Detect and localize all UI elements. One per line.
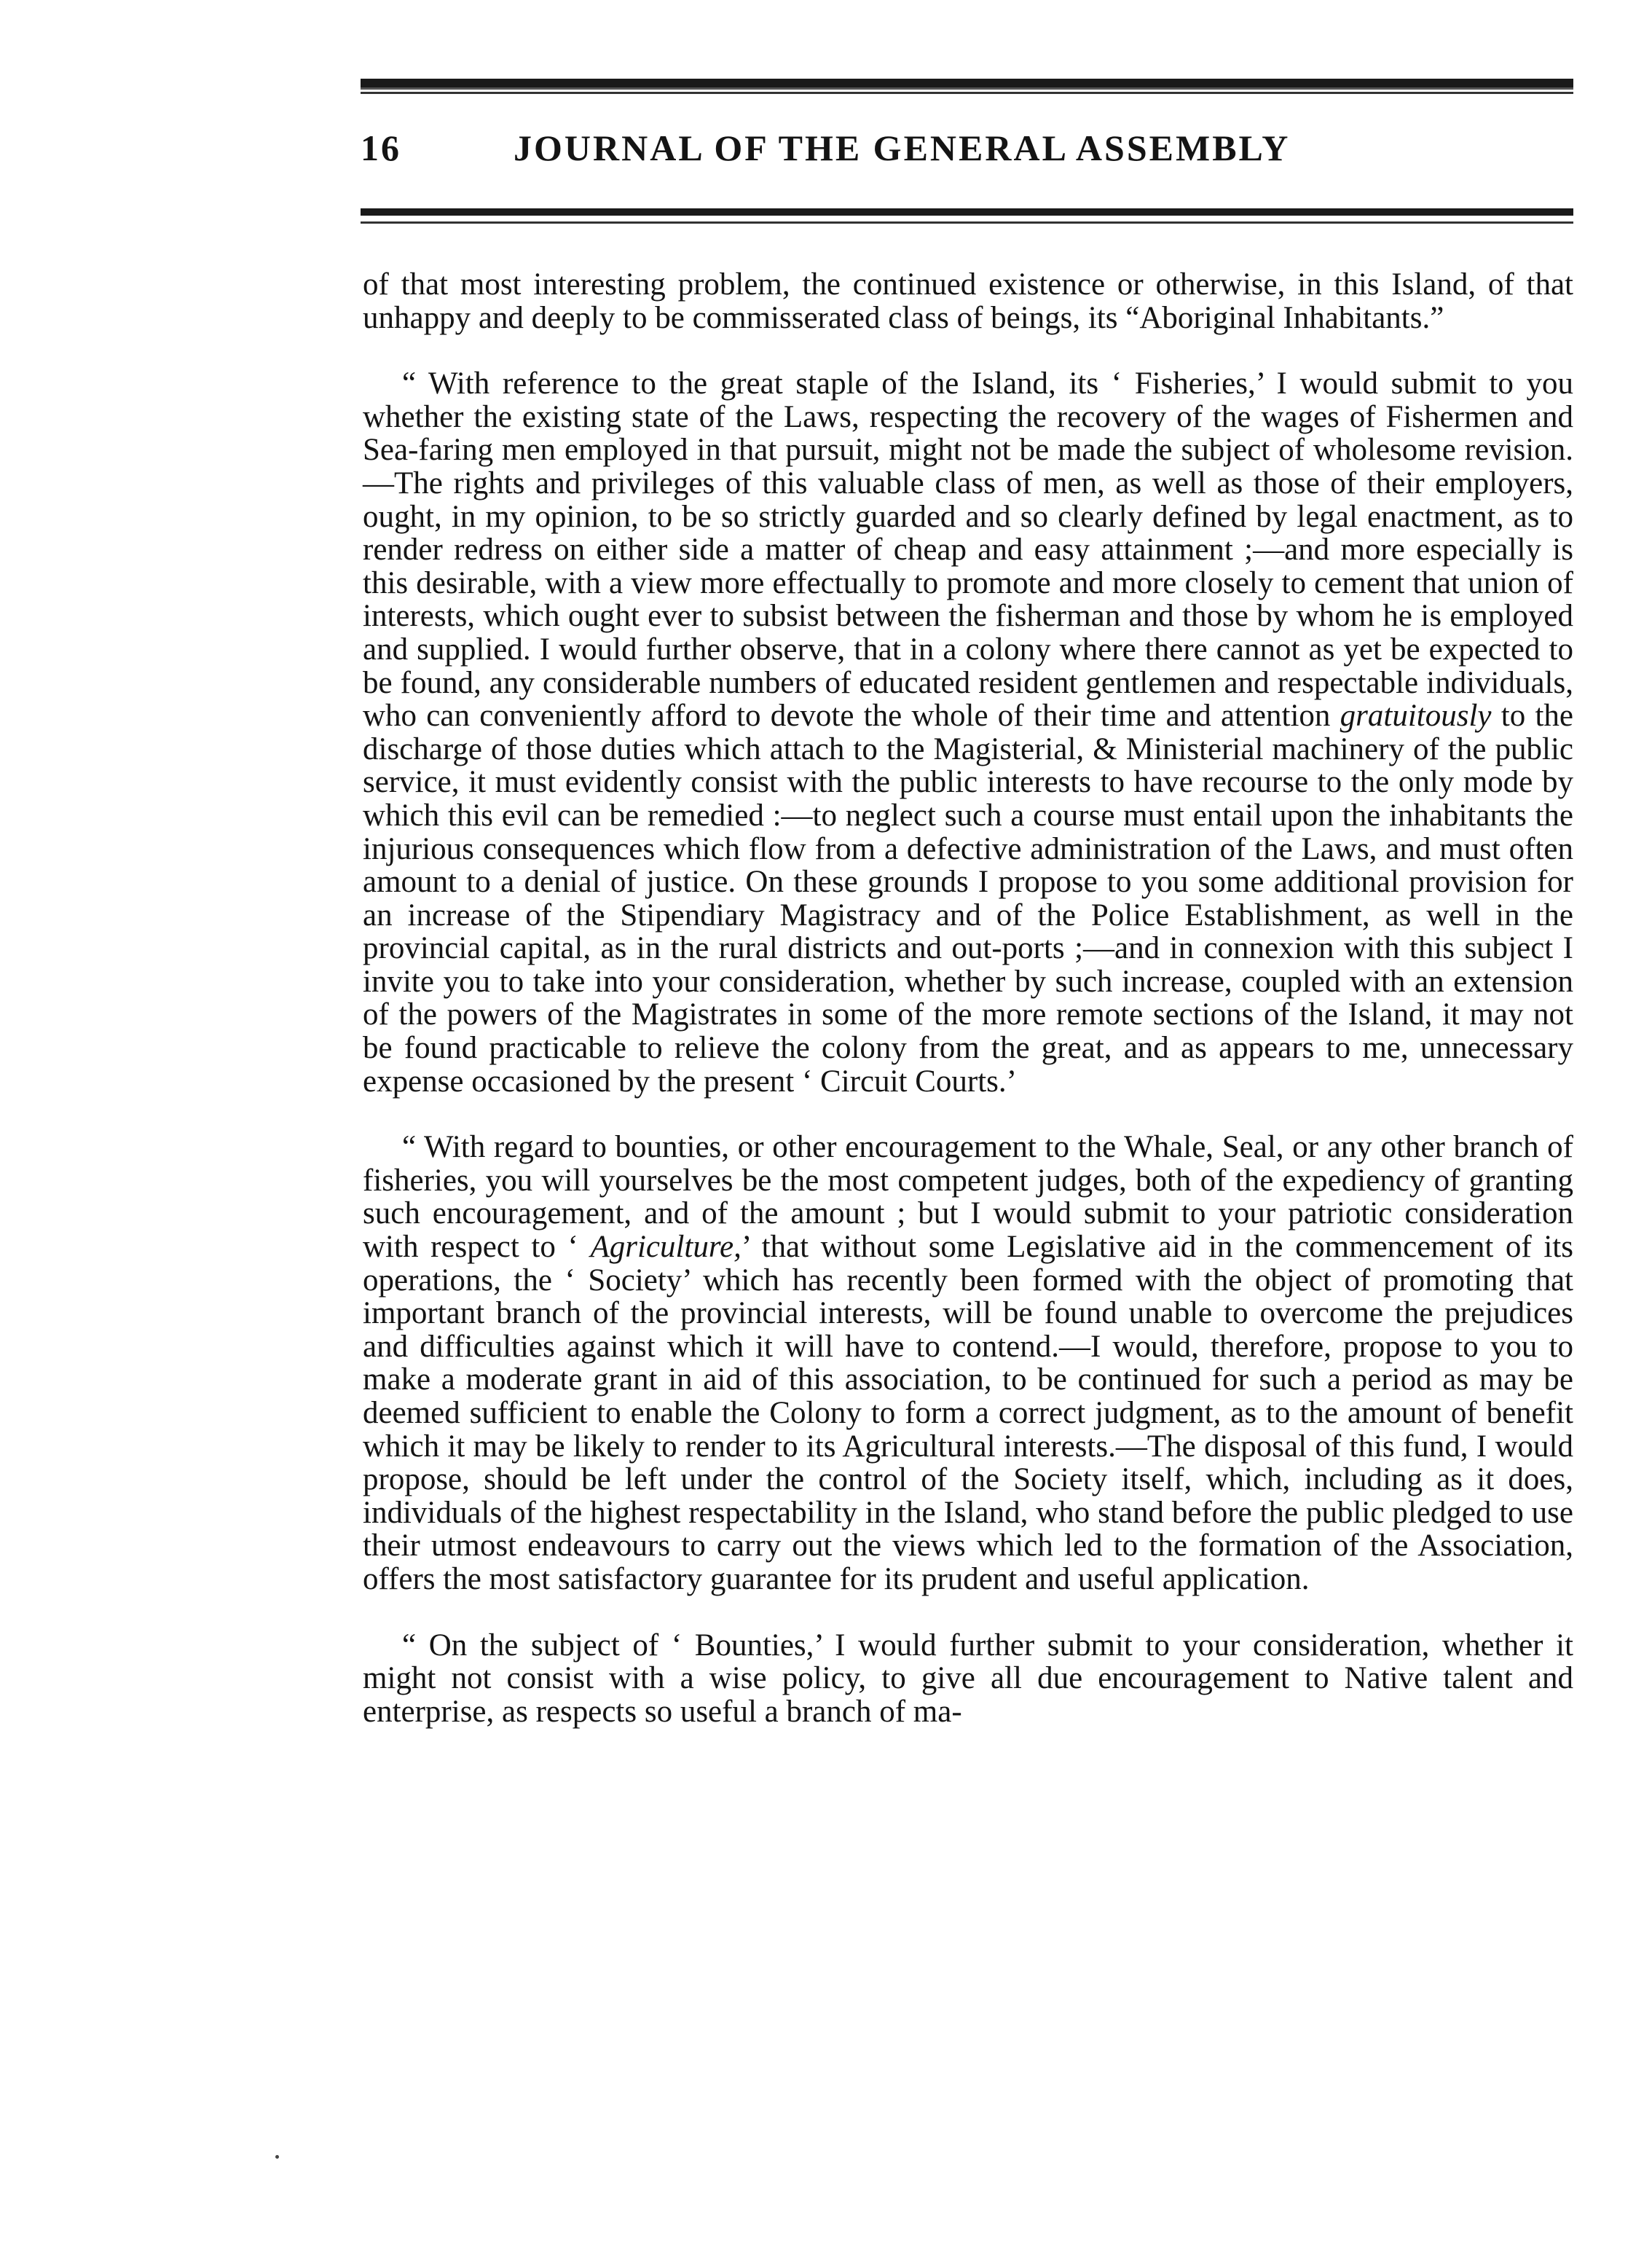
header-bottom-rule [361,208,1573,216]
paragraph-fisheries [363,367,1573,1098]
page-speck [275,2155,279,2159]
header-top-rule [361,79,1573,90]
paragraph-agriculture-text-before: “ With regard to bounties, or other encouragement to the Whale, Seal, or any other branch of fisheries, you will yourselves be the most competent judges, both of the expediency of granting such encouragement, and of the amount ; but I would submit to your patriotic consideration with respect to ‘ [363,1130,1573,1265]
paragraph-bounties: “ On the subject of ‘ Bounties,’ I would further submit to your consideration, whether it might not consist with a wise policy, to give all due encouragement to Native talent and enterprise, as respects so useful a branch of ma- [363,1628,1573,1729]
paragraph-fisheries-text-after: to the discharge of those duties which attach to the Magisterial, & Ministerial machinery of the public service, it must evidently consist with the public interests to have recourse to the only mode by which this evil can be remedied :—to neglect such a course must entail upon the inhabitants the injurious consequences which flow from a defective administration of the Laws, and must often amount to a denial of justice. On these grounds I propose to you some additional provision for an increase of the Stipendiary Magistracy and of the Police Establishment, as well in the provincial capital, as in the rural districts and out-ports ;—and in connexion with this subject I invite you to take into your consideration, whether by such increase, coupled with an extension of the powers of the Magistrates in some of the more remote sections of the Island, it may not be found practicable to relieve the colony from the great, and as appears to me, unnecessary expense occasioned by the present ‘ Circuit Courts.’ [363,699,1574,1099]
paragraph-aboriginal-inhabitants: of that most interesting problem, the continued existence or otherwise, in this Island, of that unhappy and deeply to be commisserated class of beings, its “Aboriginal Inhabitants.” [363,267,1573,335]
running-title: JOURNAL OF THE GENERAL ASSEMBLY [514,127,1291,168]
paragraph-fisheries-text-before: “ With reference to the great staple of the Island, its ‘ Fisheries,’ I would submit to you whether the existing state of the Laws, respecting the recovery of the wages of Fishermen and Sea-faring men employed in that pursuit, might not be made the subject of wholesome revision.—The rights and privileges of this valuable class of men, as well as those of their employers, ought, in my opinion, to be so strictly guarded and so clearly defined by legal enactment, as to render redress on either side a matter of cheap and easy attainment ;—and more especially is this desirable, with a view more effectually to promote and more closely to cement that union of interests, which ought ever to subsist between the fisherman and those by whom he is employed and supplied. I would further observe, that in a colony where there cannot as yet be expected to be found, any considerable numbers of educated resident gentlemen and respectable individuals, who can conveniently afford to devote the whole of their time and attention [363,366,1573,734]
paragraph-agriculture [363,1131,1573,1596]
page-number: 16 [361,127,401,168]
paragraph-agriculture-text-after: ’ that without some Legislative aid in the commencement of its operations, the ‘ Society’ which has recently been formed with the object of promoting that important branch of the provincial interests, will be found unable to overcome the prejudices and difficulties against which it will have to contend.—I would, therefore, propose to you to make a moderate grant in aid of this association, to be continued for such a period as may be deemed sufficient to enable the Colony to form a correct judgment, as to the amount of benefit which it may be likely to render to its Agricultural interests.—The disposal of this fund, I would propose, should be left under the control of the Society itself, which, including as it does, individuals of the highest respectability in the Island, who stand before the public pledged to use their utmost endeavours to carry out the views which led to the formation of the Association, offers the most satisfactory guarantee for its prudent and useful application. [363,1230,1573,1596]
header-bottom-thin-rule [361,221,1573,224]
running-header [361,122,1573,173]
body-text [363,268,1573,1728]
paragraph-fisheries-emphasis: gratuitously [1340,699,1492,734]
header-top-thin-rule [361,92,1573,94]
paragraph-agriculture-emphasis: Agriculture, [590,1230,742,1265]
